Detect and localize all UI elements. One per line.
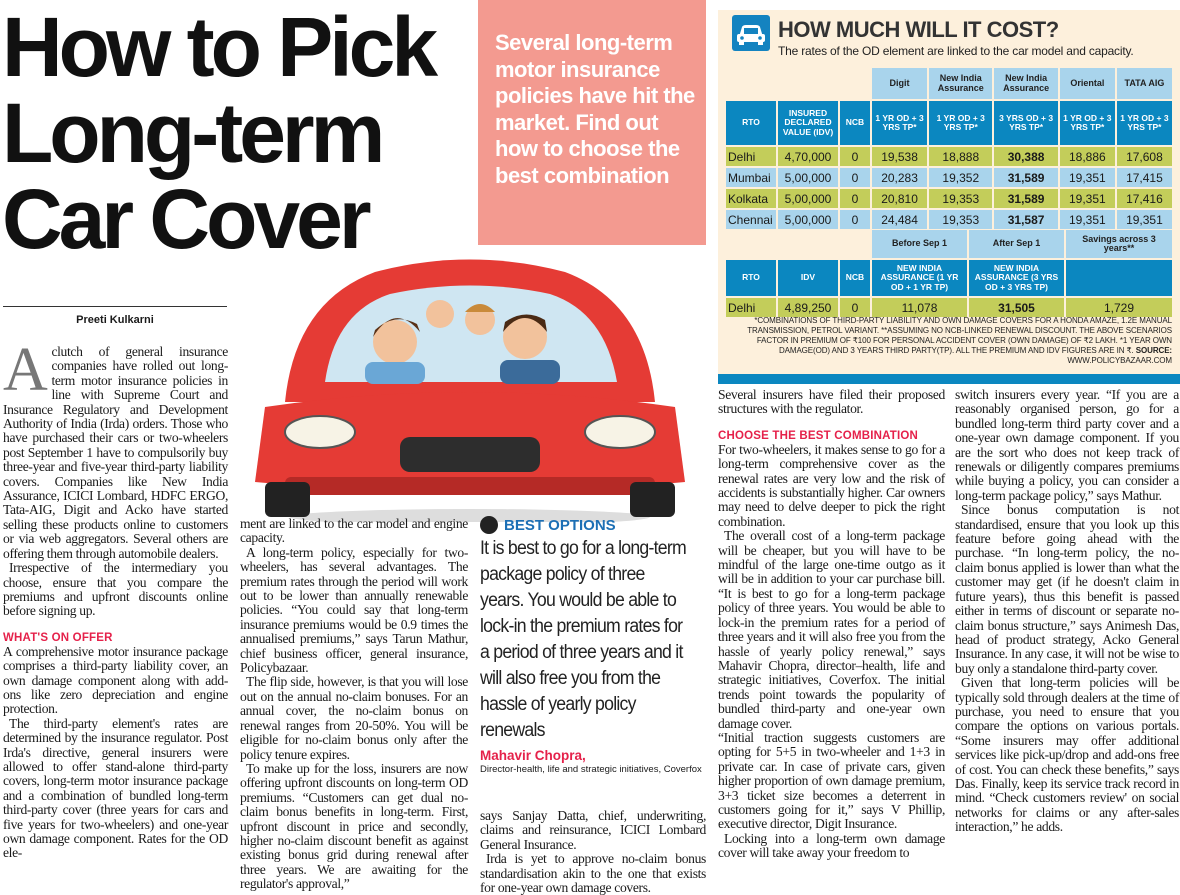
column-header: 3 YRS OD + 3 YRS TP* — [994, 101, 1057, 145]
column-header: NEW INDIA ASSURANCE (1 YR OD + 1 YR TP) — [872, 260, 967, 296]
paragraph: For two-wheelers, it makes sense to go for a long-term comprehensive cover as the renewal rates are very low and the risk of accidents is substantially higher. Car owners may need to delve deeper to pick the right combination. — [718, 441, 945, 529]
cost-table-subtitle: The rates of the OD element are linked to the car model and capacity. — [778, 44, 1134, 58]
insurer-header: New India Assurance — [994, 68, 1057, 99]
article-column-4 — [718, 388, 945, 861]
subhead-choose-best-combination: CHOOSE THE BEST COMBINATION — [718, 429, 919, 442]
before-after-table — [724, 228, 1174, 319]
paragraph: Given that long-term policies will be typically sold through dealers at the time of purchase, you need to ensure that you compare the options on various portals. “Some insurers may offer additional services like pick-up/drop and add-ons free of cost. You can check these benefits,” says Das. Finally, keep its service track record in mind. “Check customers review' on social networks for claims or any after-sales interaction,” he adds. — [955, 675, 1179, 835]
article-column-3 — [480, 809, 706, 895]
table-row: Kolkata 5,00,000 0 20,810 19,353 31,589 19,351 17,416 — [726, 189, 1172, 208]
paragraph: The flip side, however, is that you will lose out on the annual no-claim bonuses. For an annual cover, the no-claim bonus on renewal ranges from 20-50%. You will be eligible for no-claim bonus only after the policy tenure expires. — [240, 674, 468, 762]
column-header: 1 YR OD + 3 YRS TP* — [1117, 101, 1172, 145]
pull-quote: It is best to go for a long-term package policy of three years. You would be able to lock-in the premium rates for a period of three years and it will also free you from the hassle of yearly policy renewals — [480, 538, 687, 741]
premium-comparison-table — [724, 66, 1174, 231]
deck-box — [478, 0, 706, 245]
column-header: 1 YR OD + 3 YRS TP* — [872, 101, 927, 145]
column-header: 1 YR OD + 3 YRS TP* — [1060, 101, 1115, 145]
best-options-title: BEST OPTIONS — [480, 516, 708, 534]
quote-attribution-role: Director-health, life and strategic initiatives, Coverfox — [480, 764, 702, 775]
table-footnote: *COMBINATIONS OF THIRD-PARTY LIABILITY AND OWN DAMAGE COVERS FOR A HONDA AMAZE, 1.2E MANUAL TRANSMISSION, PETROL VARIANT. **ASSUMING NO NCB-LINKED RENEWAL DISCOUNT. THE ABOVE SCENARIOS FACTOR IN PREMIUM OF ₹100 FOR PERSONAL ACCIDENT COVER (OWN DAMAGE) OF ₹2 LAKH. *1 YEAR OWN DAMAGE(OD) AND 3 YEARS THIRD PARTY(TP). ALL THE PREMIUM AND IDV FIGURES ARE IN ₹. SOURCE: WWW.POLICYBAZAAR.COM — [747, 316, 1172, 365]
table-row: Chennai 5,00,000 0 24,484 19,353 31,587 19,351 19,351 — [726, 210, 1172, 229]
column-header — [1066, 260, 1172, 296]
paragraph: Irrespective of the intermediary you choose, ensure that you compare the premiums and upfront discounts online before signing up. — [3, 560, 228, 619]
column-header: NEW INDIA ASSURANCE (3 YRS OD + 3 YRS TP) — [969, 260, 1064, 296]
table-row: Delhi 4,89,250 0 11,078 31,505 1,729 — [726, 298, 1172, 317]
paragraph: ment are linked to the car model and engine capacity. — [240, 516, 468, 546]
column-header: RTO — [726, 260, 776, 296]
article-column-5 — [955, 388, 1179, 835]
cost-table-title: HOW MUCH WILL IT COST? — [778, 17, 1059, 42]
paragraph: Locking into a long-term own damage cover will take away your freedom to — [718, 830, 945, 861]
paragraph: “Initial traction suggests customers are opting for 5+5 in two-wheeler and 1+3 in private car. In case of private cars, given higher proportion of own damage premium, 3+3 ticket size becomes a deterrent in customers going for it,” says V Phillip, executive director, Digit Insurance. — [718, 729, 945, 832]
source-link: WWW.POLICYBAZAAR.COM — [1067, 356, 1172, 365]
insurer-header: Digit — [872, 68, 927, 99]
article-column-2 — [240, 517, 468, 892]
byline: Preeti Kulkarni — [76, 314, 154, 326]
paragraph: says Sanjay Datta, chief, underwriting, claims and reinsurance, ICICI Lombard General Insurance. — [480, 808, 706, 852]
paragraph: Irda is yet to approve no-claim bonus standardisation akin to the one that exists for one-year own damage covers. — [480, 851, 706, 895]
panel-bottom-bar — [718, 374, 1180, 384]
paragraph: Several insurers have filed their proposed structures with the regulator. — [718, 387, 945, 417]
paragraph: A comprehensive motor insurance package comprises a third-party liability cover, an own damage component along with add-ons like zero depreciation and engine protection. — [3, 643, 228, 717]
column-header: RTO — [726, 101, 776, 145]
table-row: Mumbai 5,00,000 0 20,283 19,352 31,589 19,351 17,415 — [726, 168, 1172, 187]
paragraph: A long-term policy, especially for two-wheelers, has several advantages. The premium rates through the period will work out to be lower than annually renewable policies. “You could say that long-term insurance premiums would be 0.9 times the annualised premiums,” says Tarun Mathur, chief business officer, general insurance, Policybazaar. — [240, 544, 468, 676]
table-row: Delhi 4,70,000 0 19,538 18,888 30,388 18,886 17,608 — [726, 147, 1172, 166]
headline: How to Pick Long-term Car Cover — [2, 0, 435, 266]
column-header: NCB — [840, 101, 870, 145]
byline-divider — [3, 306, 227, 307]
drop-cap: A — [3, 336, 48, 404]
cost-table-panel — [718, 10, 1180, 376]
paragraph: switch insurers every year. “If you are a reasonably organised person, go for a bundled long-term third party cover and a one-year own damage component. If you are the sort who does not keep track of renewals or diligently compares premiums while buying a policy, you can consider a long-term package policy,” says Mathur. — [955, 387, 1179, 503]
paragraph: The third-party element's rates are determined by the insurance regulator. Post Irda's directive, general insurers were allowed to offer stand-alone third-party covers, long-term motor insurance package and a combination of bundled long-term third-party cover (three years for cars and five years for two-wheelers) and one-year own damage component. Rates for the OD ele- — [3, 715, 228, 861]
subhead-whats-on-offer: WHAT'S ON OFFER — [3, 631, 113, 644]
column-header: NCB — [840, 260, 870, 296]
column-header: 1 YR OD + 3 YRS TP* — [929, 101, 992, 145]
insurer-header: TATA AIG — [1117, 68, 1172, 99]
column-header: INSURED DECLARED VALUE (IDV) — [778, 101, 838, 145]
paragraph: The overall cost of a long-term package will be cheaper, but you will have to be mindful of the large one-time outgo as it will be in addition to your car purchase bill. “It is best to go for a long-term package policy of three years. You would be able to lock-in the premium rates for a period of three years and it will also free you from the hassle of yearly policy renewal,” says Mahavir Chopra, director–health, life and strategic initiatives, Coverfox. The initial trends point towards the popularity of bundled third-party and one-year own damage cover. — [718, 528, 945, 731]
bullet-icon — [480, 516, 498, 534]
car-family-illustration — [225, 232, 715, 522]
period-header: Before Sep 1 — [872, 230, 967, 258]
paragraph: Since bonus computation is not standardised, ensure that you look up this feature before going ahead with the purchase. “In long-term policy, the no-claim bonus applied is lower than what the customer may get (if he doesn't claim in future years), thus this benefit is passed either in terms of discount or separate no-claim bonus structure,” says Animesh Das, head of product strategy, Acko General Insurance. In any case, it will not be wise to buy only a standalone third-party cover. — [955, 502, 1179, 676]
savings-header: Savings across 3 years** — [1066, 230, 1172, 258]
best-options-callout — [480, 516, 708, 776]
quote-attribution-name: Mahavir Chopra, — [480, 748, 586, 763]
deck-text: Several long-term motor insurance policies have hit the market. Find out how to choose the best combination — [495, 30, 695, 188]
car-icon — [732, 15, 770, 51]
period-header: After Sep 1 — [969, 230, 1064, 258]
article-column-1 — [3, 336, 228, 861]
paragraph: clutch of general insurance companies have rolled out long-term motor insurance policies in line with Supreme Court and Insurance Regulatory and Development Authority of India (Irda) orders. Those who have purchased their cars or two-wheelers post September 1 have to compulsorily buy three-year and five-year third-party liability covers. Companies like New India Assurance, ICICI Lombard, HDFC ERGO, Tata-AIG, Digit and Acko have started selling these products online to customers or via web aggregators. Several others are offering them through automobile dealers. — [3, 344, 228, 561]
paragraph: To make up for the loss, insurers are now offering upfront discounts on long-term OD premiums. “Customers can get dual no-claim bonus benefits in long-term. First, upfront discount in price and secondly, higher no-claim discount benefit as against existing bonus grid during renewal after three years. We are awaiting for the regulator's approval,” — [240, 760, 468, 892]
insurer-header: New India Assurance — [929, 68, 992, 99]
column-header: IDV — [778, 260, 838, 296]
insurer-header: Oriental — [1060, 68, 1115, 99]
